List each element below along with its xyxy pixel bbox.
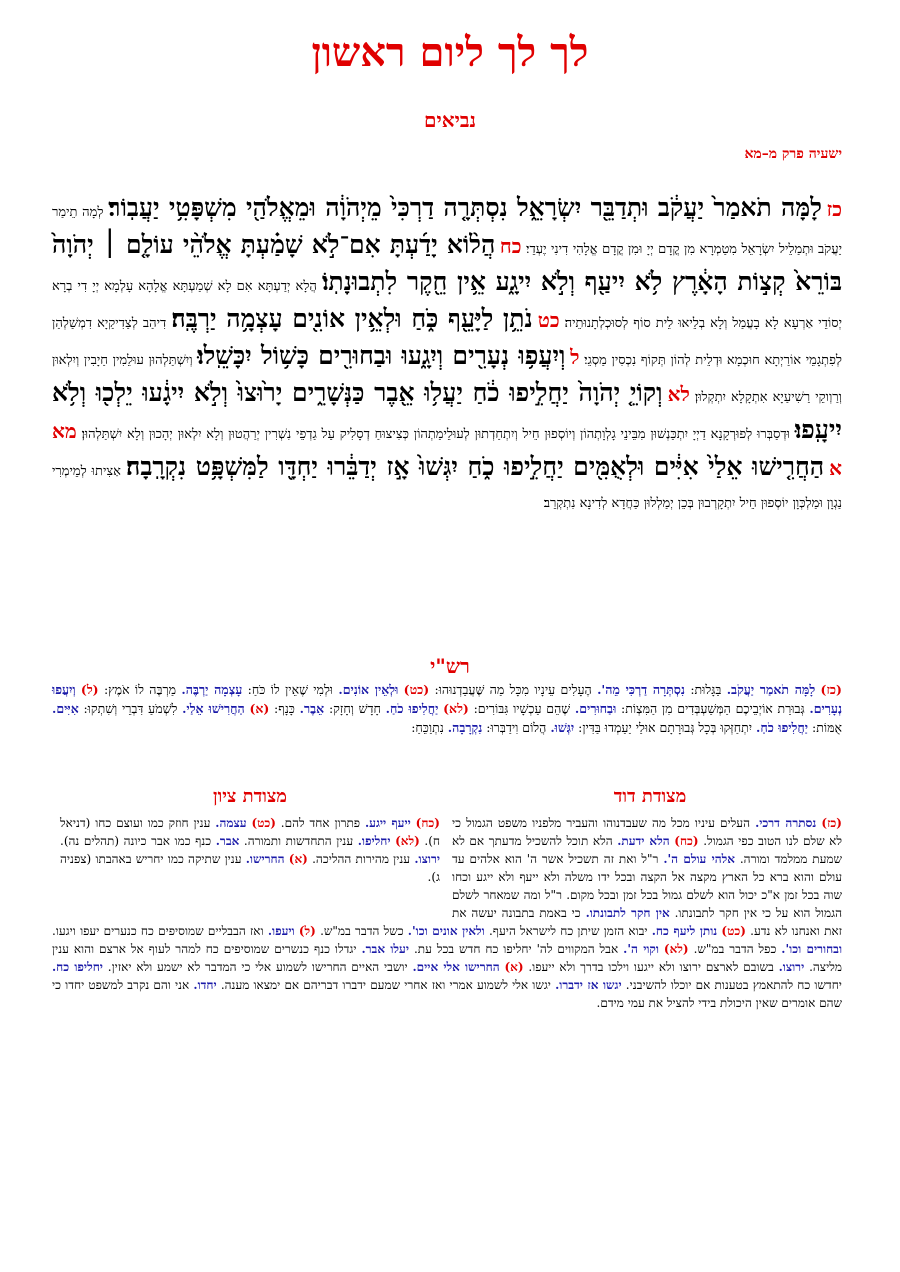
- rashi-comment: נִתְוַכֵּחַ:: [411, 720, 444, 735]
- verse-number: כז: [826, 197, 843, 221]
- dovid-lemma: ובחורים וכו'.: [781, 942, 843, 956]
- zion-verse-number: (לא): [395, 834, 420, 848]
- rashi-lemma: נִקְרָבָה.: [447, 720, 483, 735]
- rashi-comment: לִשְׁמֹעַ דִּבְרֵי וְשִׁתְקוּ:: [83, 701, 178, 716]
- targum-text: אַצִיתוּ לְמֵימְרִי נַגְוָן וּמַלְכְּוָן יוֹסְפוּן חֵיל יִתְקָרְבוּן בְּכֵן יְמַלְלוּן כַּחֲדָא לְדִינָא נִתְקְרֵב׃: [52, 464, 842, 511]
- rashi-comment: הֲלוֹם וִידַבְּרוּ:: [486, 720, 547, 735]
- dovid-comment: יושבי האיים החרישו לשמוע אלי כי המדבר לא ישמע ולא יאזין.: [107, 960, 408, 974]
- dovid-lemma: וקוי ה'.: [623, 942, 659, 956]
- rashi-comment: גְּבוּרַת אוֹיְבֵיכֶם הַמְּשַׁעְבְּדִים מִן הַמִּצְוֹת:: [621, 701, 805, 716]
- dovid-comment: יגשו אלי לשמוע אמרי ואז אחרי שמעם ידברו דבריהם אם ימצאו מענה.: [220, 978, 551, 992]
- zion-comment: ענין התחדשות ותמורה.: [243, 834, 354, 848]
- rashi-lemma: וּלְאֵין אוֹנִים.: [338, 682, 399, 697]
- rashi-lemma: לָמָּה תֹאמַר יַעֲקֹב.: [726, 682, 816, 697]
- zion-comment: ענין מהירות ההליכה.: [312, 852, 411, 866]
- zion-comment: כנף כמו אבר כיונה (תהלים נה).: [60, 834, 212, 848]
- verse-text: הַחֲרִ֤ישׁוּ אֵלַי֙ אִיִּ֔ים וּלְאֻמִּ֖ים יַחֲלִ֣יפוּ כֹ֑חַ יִגְּשׁוּ֙ אָ֣ז יְדַבֵּ֔רוּ יַחְדָּ֖ו לַמִּשְׁפָּ֥ט נִקְרָֽבָה׃: [125, 452, 825, 481]
- zion-lemma: יחליפו.: [357, 834, 391, 848]
- rashi-comment: כָּנָף:: [274, 701, 295, 716]
- rashi-lemma: וְיִעֲפוּ נְעָרִים.: [52, 682, 843, 716]
- dovid-lemma: יחדו.: [193, 978, 217, 992]
- targum-text: וְיִשְׁתַּלְהוּן עוּלֵמִין חַיָבִין וְיִלְאוּן וְרַוְוקֵי רַשִׁיעַיָא אִתְקָלָא יִתְקְלוּן׃: [52, 353, 842, 405]
- chapter-reference: ישעיה פרק מ–מא: [744, 146, 842, 162]
- verse-number: כט: [537, 308, 560, 332]
- rashi-verse-number: (כט): [403, 682, 430, 697]
- zion-comment: פתרון אחד להם.: [280, 816, 361, 830]
- dovid-comment: הלא תוכל להשכיל מדעתך אם לא שמעת ממלמד ומורה.: [452, 834, 842, 866]
- dovid-verse-number: (כט): [721, 924, 746, 938]
- zion-verse-number: (א): [288, 852, 308, 866]
- dovid-comment: אני והם נקרב למשפט יחדו כי שהם אומרים שאין היכולת בידי להציל את עמי מידם.: [52, 978, 842, 1010]
- dovid-verse-number: (כח): [674, 834, 699, 848]
- dovid-comment: יחדשו כח להתאמץ בטענות אם יוכלו להשיבני.: [625, 978, 842, 992]
- dovid-comment: כי באמת בתבונה יעשה את זאת ואנחנו לא נדע.: [452, 906, 842, 938]
- dovid-lemma: ולאין אונים וכו'.: [407, 924, 485, 938]
- rashi-comment: שֶׁהֵם עַכְשָׁיו גִּבּוֹרִים:: [473, 701, 571, 716]
- rashi-verse-number: (ל): [80, 682, 99, 697]
- page-title: לך לך ליום ראשון: [311, 29, 589, 76]
- dovid-comment: אבל המקווים לה' יחליפו כח חדש בכל עת.: [413, 942, 619, 956]
- rashi-comment: מַרְבֶּה לוֹ אֹמֶץ:: [103, 682, 177, 697]
- rashi-verse-number: (א): [249, 701, 270, 716]
- section-title: נביאים: [424, 108, 476, 132]
- rashi-verse-number: (לא): [443, 701, 469, 716]
- rashi-commentary: [52, 680, 842, 737]
- rashi-lemma: יִגְּשׁוּ.: [550, 720, 575, 735]
- verse-text: הֲל֨וֹא יָדַ֜עְתָּ אִם־לֹ֣א שָׁמַ֗עְתָּ אֱלֹהֵ֨י עוֹלָ֤ם ׀ יְהֹוָה֙ בּוֹרֵא֙ קְצ֣וֹת הָאָ֔רֶץ לֹ֥א יִיעַ֖ף וְלֹ֣א יִיגָ֑ע אֵ֥ין חֵ֖קֶר לִתְבוּנָתֽוֹ׃: [52, 230, 842, 296]
- zion-verse-number: (כח): [415, 816, 440, 830]
- dovid-lemma: ירוצו.: [778, 960, 805, 974]
- verse-text: וְקוֹיֵ֤ יְהֹוָה֙ יַחֲלִ֣יפוּ כֹ֔חַ יַעֲל֥וּ אֵ֖בֶר כַּנְּשָׁרִ֑ים יָר֙וּצוּ֙ וְלֹ֣א יִיגָ֔עוּ יֵלְכ֖וּ וְלֹ֥א יִיעָֽפוּ׃: [52, 378, 842, 444]
- targum-text: הֲלָא יְדַעְתָּא אִם לָא שְׁמַעְתָּא אֱלָהָא עָלְמָא יְיָ דִי בְרָא יְסוֹדֵי אַרְעָא לָא בָעֲמַל וְלָא בְלֵיאוּ לֵית סוֹף לְסוּכְלְתָנוּתֵיה׃: [52, 279, 842, 331]
- metzudat-zion-title: מצודת ציון: [213, 786, 287, 807]
- dovid-comment: כפל הדבר במ"ש.: [693, 942, 777, 956]
- dovid-lemma: נותן ליעף כח.: [651, 924, 718, 938]
- verses-block: [52, 192, 842, 520]
- rashi-lemma: אִיִּים.: [52, 701, 79, 716]
- dovid-lemma: הלא ידעת.: [617, 834, 670, 848]
- metzudat-dovid-text: [52, 814, 842, 1012]
- dovid-verse-number: (א): [504, 960, 524, 974]
- rashi-comment: וּלְמִי שֶׁאֵין לוֹ כֹּחַ:: [247, 682, 333, 697]
- metzudat-dovid-title: מצודת דוד: [613, 786, 687, 807]
- verse-text: לָמָּה תֹאמַר֙ יַעֲקֹ֔ב וּתְדַבֵּ֖ר יִשְׂרָאֵ֑ל נִסְתְּרָ֤ה דַרְכִּי֙ מֵיְהֹוָ֔ה וּמֵאֱלֹהַ֖י מִשְׁפָּטִ֥י יַעֲבֽוֹר׃: [108, 193, 822, 222]
- zion-lemma: עצמה.: [215, 816, 247, 830]
- verse-number: מא א: [52, 419, 842, 480]
- rashi-lemma: אֵבֶר.: [299, 701, 325, 716]
- verse-text: נֹתֵ֥ן לַיָּעֵ֖ף כֹּ֑חַ וּלְאֵ֥ין אוֹנִ֖ים עָצְמָ֥ה יַרְבֶּֽה׃: [171, 304, 533, 333]
- dovid-comment: ר"ל ואת זה תשכיל אשר ה' הוא אלהים עד עולם והוא ברא כל הארץ מקצה אל הקצה ובכל ידו משלה ולא ייעף ולא ייגע וכחו שוה בכל זמן א"כ יכול הוא לשלם גמול בכל זמן ובכל מקום. ר"ל ומה שמאחר לשלם הגמול הוא על כי אין חקר לתבונתו.: [452, 852, 842, 920]
- dovid-comment: יגדלו כנף כנשרים שמוסיפים כח למהר לעוף אל ארצם והוא ענין מליצה.: [52, 942, 842, 974]
- targum-text: לְמָה תֵימַר יַעֲקֹב וּתְמַלֵיל יִשְׂרָאֵל מִטַמְרָא מִן קֳדָם יְיָ וּמִן קֳדָם אֱלָהִי דִינִי יֶעְדֵי׃: [52, 205, 842, 257]
- zion-lemma: החרישו.: [245, 852, 285, 866]
- verse-number: לא: [667, 382, 690, 406]
- dovid-verse-number: (לא): [663, 942, 689, 956]
- rashi-lemma: הַחֲרִישׁוּ אֵלַי.: [182, 701, 245, 716]
- dovid-lemma: אין חקר לתבונתו.: [585, 906, 670, 920]
- dovid-lemma: אלהי עולם ה'.: [663, 852, 735, 866]
- dovid-lemma: נסתרה דרכי.: [755, 816, 817, 830]
- zion-comment: ענין שתיקה כמו יחריש באהבתו (צפניה ג).: [60, 852, 440, 884]
- targum-text: דִיהַב לְצַדִיקַיָא דִמְשַׁלְהַן לְפִתְגָמֵי אוֹרַיְתָא חוּכְמָא וּדְלֵית לְהוֹן תְּקוֹף נִכְסִין מַסְגֵי׃: [52, 316, 842, 368]
- rashi-lemma: וּבַחוּרִים.: [574, 701, 617, 716]
- rashi-lemma: עָצְמָה יַרְבֶּה.: [181, 682, 243, 697]
- verse-number: ל: [570, 345, 580, 369]
- rashi-lemma: יַחֲלִיפוּ כֹחַ.: [756, 720, 809, 735]
- zion-lemma: ייעף ייגע.: [364, 816, 411, 830]
- rashi-comment: אֻמּוֹת:: [812, 720, 842, 735]
- rashi-comment: חָדָשׁ וְחָזָק:: [328, 701, 381, 716]
- zion-verse-number: (כט): [251, 816, 276, 830]
- column-spacer: [52, 814, 452, 922]
- rashi-title: רש"י: [430, 654, 470, 678]
- rashi-comment: הֶעָלִים עֵינָיו מִכָּל מַה שֶּׁעֲבַדְנוּהוּ:: [434, 682, 592, 697]
- rashi-comment: יִתְחַזְּקוּ בְּכָל גְּבוּרָתָם אוּלַי יַעַמְדוּ בַּדִּין:: [578, 720, 753, 735]
- dovid-verse-number: (ל): [298, 924, 316, 938]
- dovid-lemma: החרישו אלי איים.: [412, 960, 500, 974]
- zion-lemma: אבר.: [215, 834, 240, 848]
- rashi-comment: בַּגָּלוּת:: [690, 682, 722, 697]
- zion-lemma: ירוצו.: [414, 852, 440, 866]
- rashi-lemma: יַחֲלִיפוּ כֹחַ.: [385, 701, 439, 716]
- dovid-lemma: יחליפו כח.: [52, 960, 103, 974]
- dovid-comment: העלים עיניו מכל מה שעבדנוהו והעביר מלפניו משפט הגמול כי לא שלם לנו הטוב כפי הגמול.: [452, 816, 842, 848]
- targum-text: וּדְסַבְּרוּ לְפוּרְקָנָא דַיְיָ יִתְכַּנְשׁוּן מִבֵּינֵי גָלְוָתְהוֹן וְיוֹסְפוּן חֵיל וְיִתְחַדְתוּן לְעוּלֵימַתְהוֹן כְּצִיצוּחַ דְסָלִיק עַל גַדְפֵי נִשְׁרִין יְרַהֲטוּן וְלָא יִלְאוּן יְהָכוּן וְלָא יִשְׁתַּלְהוּן׃: [81, 427, 790, 442]
- dovid-lemma: יגשו אז ידברו.: [555, 978, 622, 992]
- rashi-verse-number: (כז): [820, 682, 842, 697]
- dovid-lemma: יעלו אבר.: [361, 942, 409, 956]
- rashi-lemma: נִסְתְּרָה דַרְכִּי מֵה'.: [597, 682, 685, 697]
- dovid-verse-number: (כז): [821, 816, 842, 830]
- dovid-comment: בשובם לארצם ירוצו ולא ייגעו וילכו בדרך ולא ייעפו.: [528, 960, 774, 974]
- verse-number: כח: [499, 234, 522, 258]
- dovid-comment: כשל הדבר במ"ש.: [320, 924, 404, 938]
- zion-comment: ענין חוזק כמו ועוצם כחו (דניאל ח).: [60, 816, 440, 848]
- dovid-lemma: ויעפו.: [267, 924, 295, 938]
- verse-text: וְיִעֲפ֥וּ נְעָרִ֖ים וְיִגָ֑עוּ וּבַחוּרִ֖ים כָּשׁ֥וֹל יִכָּשֵֽׁלוּ׃: [197, 341, 566, 370]
- dovid-comment: ואז הבבליים שמוסיפים כח כנערים יעפו ויגעו.: [52, 924, 264, 938]
- dovid-comment: יבוא הזמן שיתן כח לישראל היעף.: [488, 924, 648, 938]
